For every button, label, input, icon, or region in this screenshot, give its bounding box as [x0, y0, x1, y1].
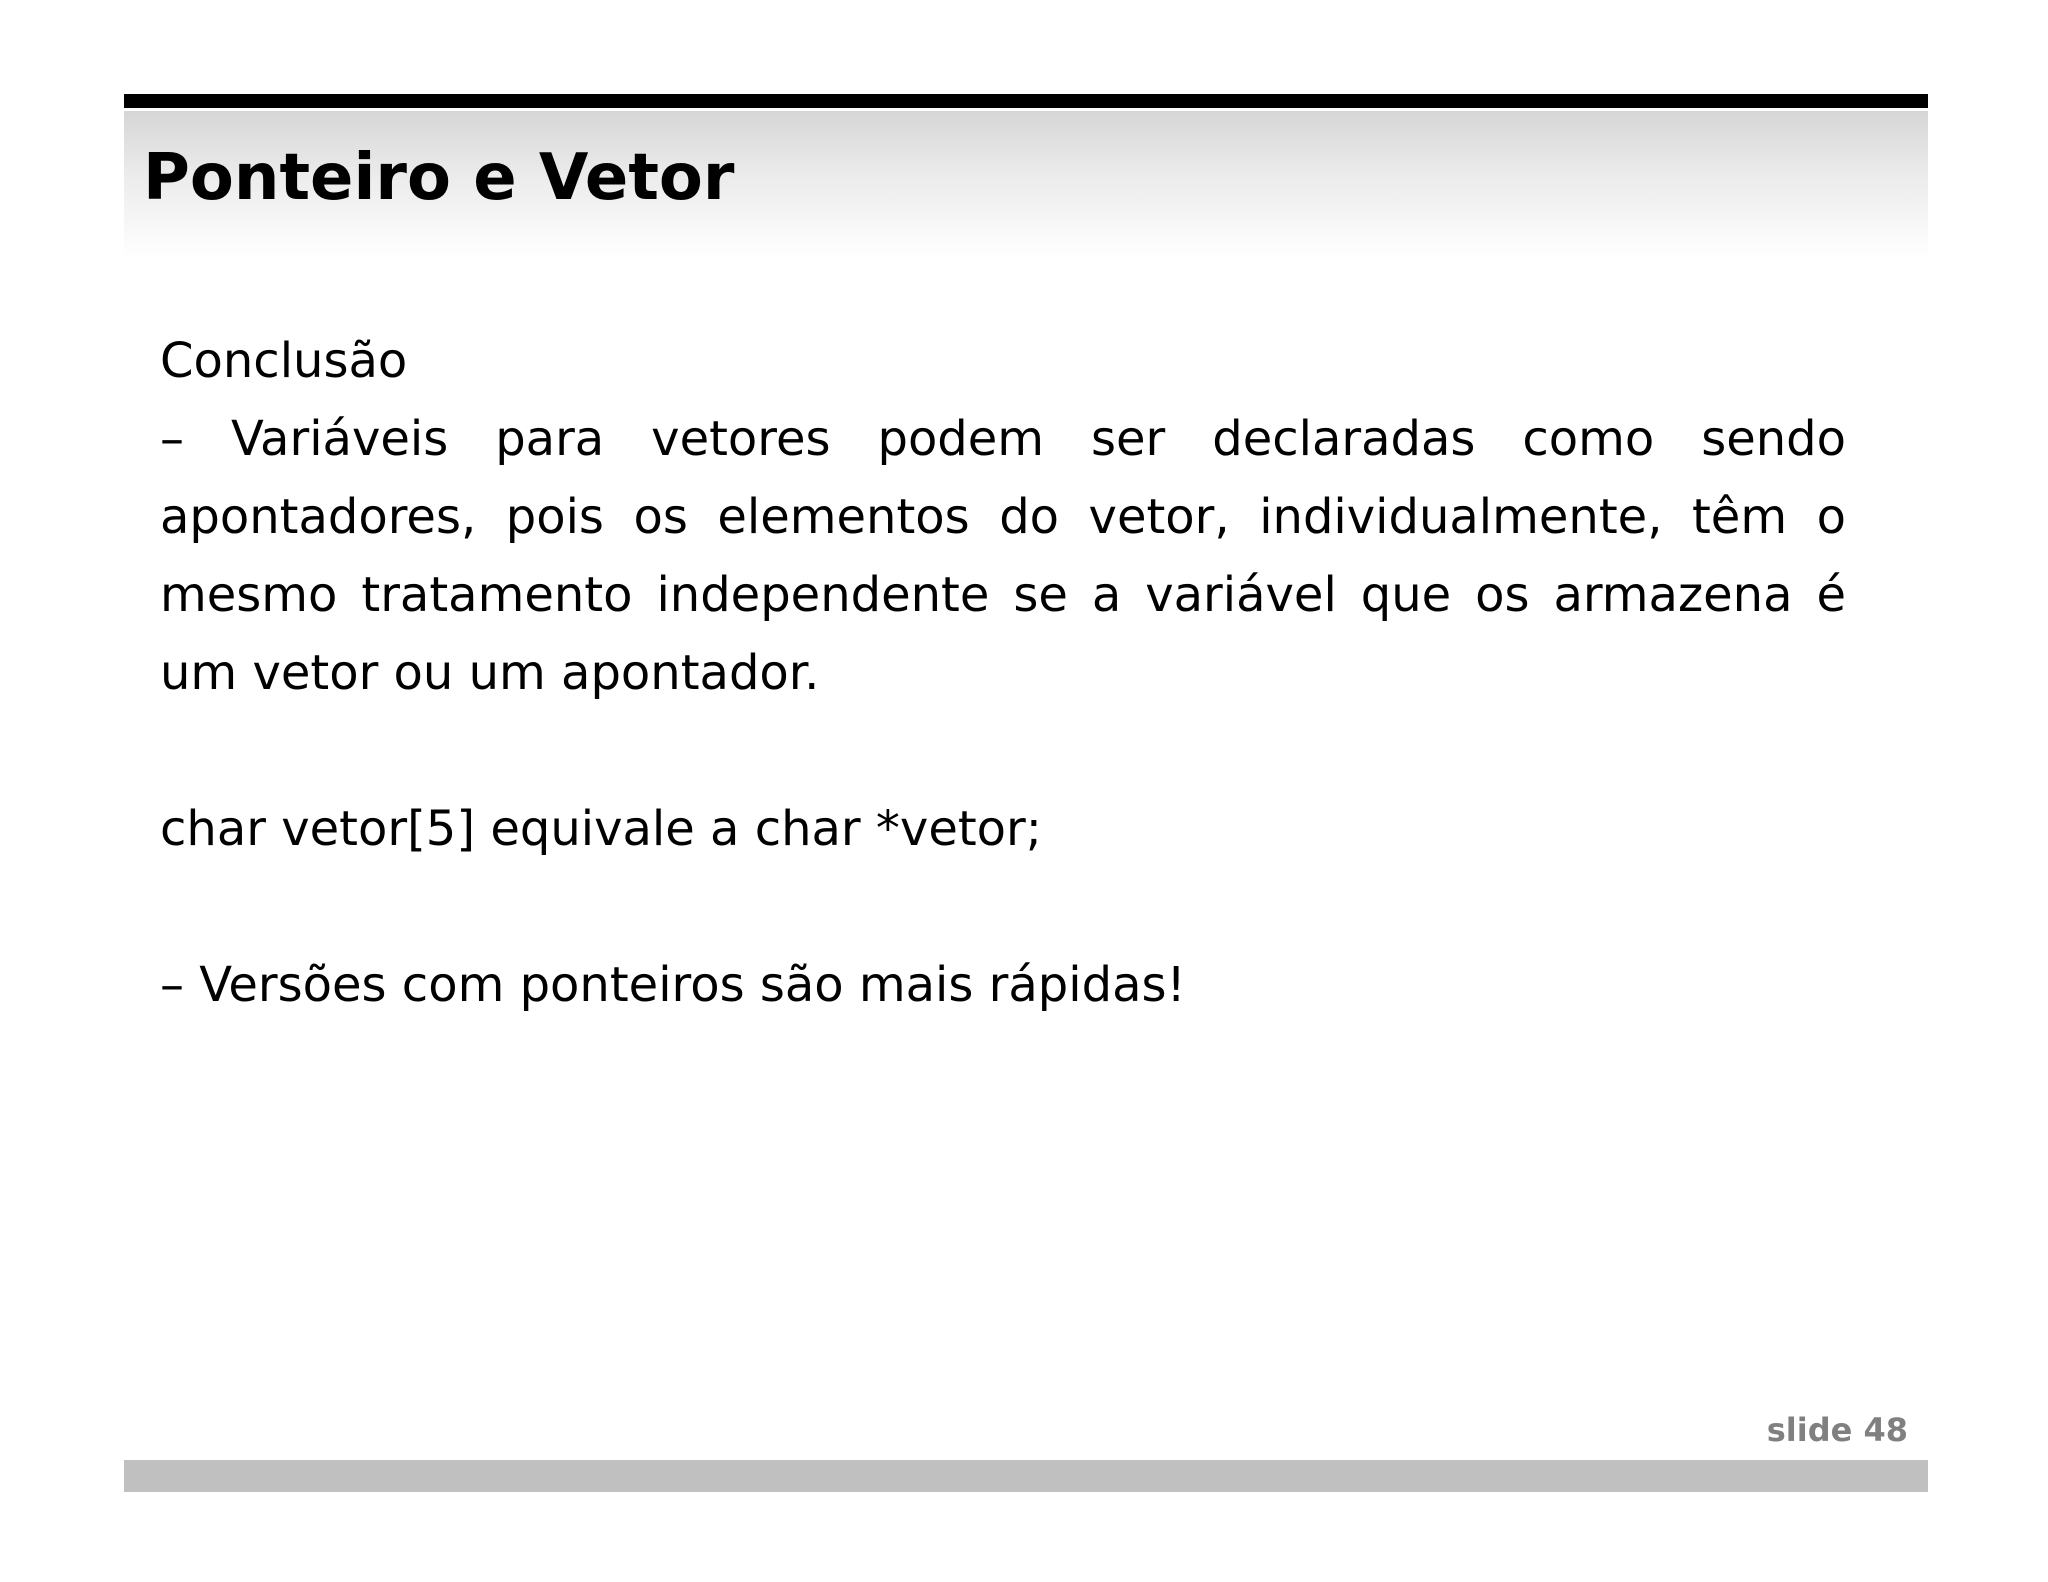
body-paragraph: – Variáveis para vetores podem ser declaradas como sendo apontadores, pois os elementos do vetor, individualmente, têm o mesmo tratamento independente se a variável que os armazena é um vetor ou um apontador. — [160, 411, 1846, 701]
code-equivalence-line: char vetor[5] equivale a char *vetor; — [160, 801, 1042, 857]
spacer — [160, 868, 1846, 946]
slide-number: slide 48 — [1766, 1411, 1908, 1449]
spacer — [160, 712, 1846, 790]
closing-line: – Versões com ponteiros são mais rápidas! — [160, 957, 1186, 1013]
slide-content — [160, 322, 1846, 1024]
bottom-bar — [124, 1460, 1928, 1492]
slide-title: Ponteiro e Vetor — [143, 141, 735, 215]
top-rule — [124, 94, 1928, 108]
section-heading: Conclusão — [160, 333, 408, 389]
